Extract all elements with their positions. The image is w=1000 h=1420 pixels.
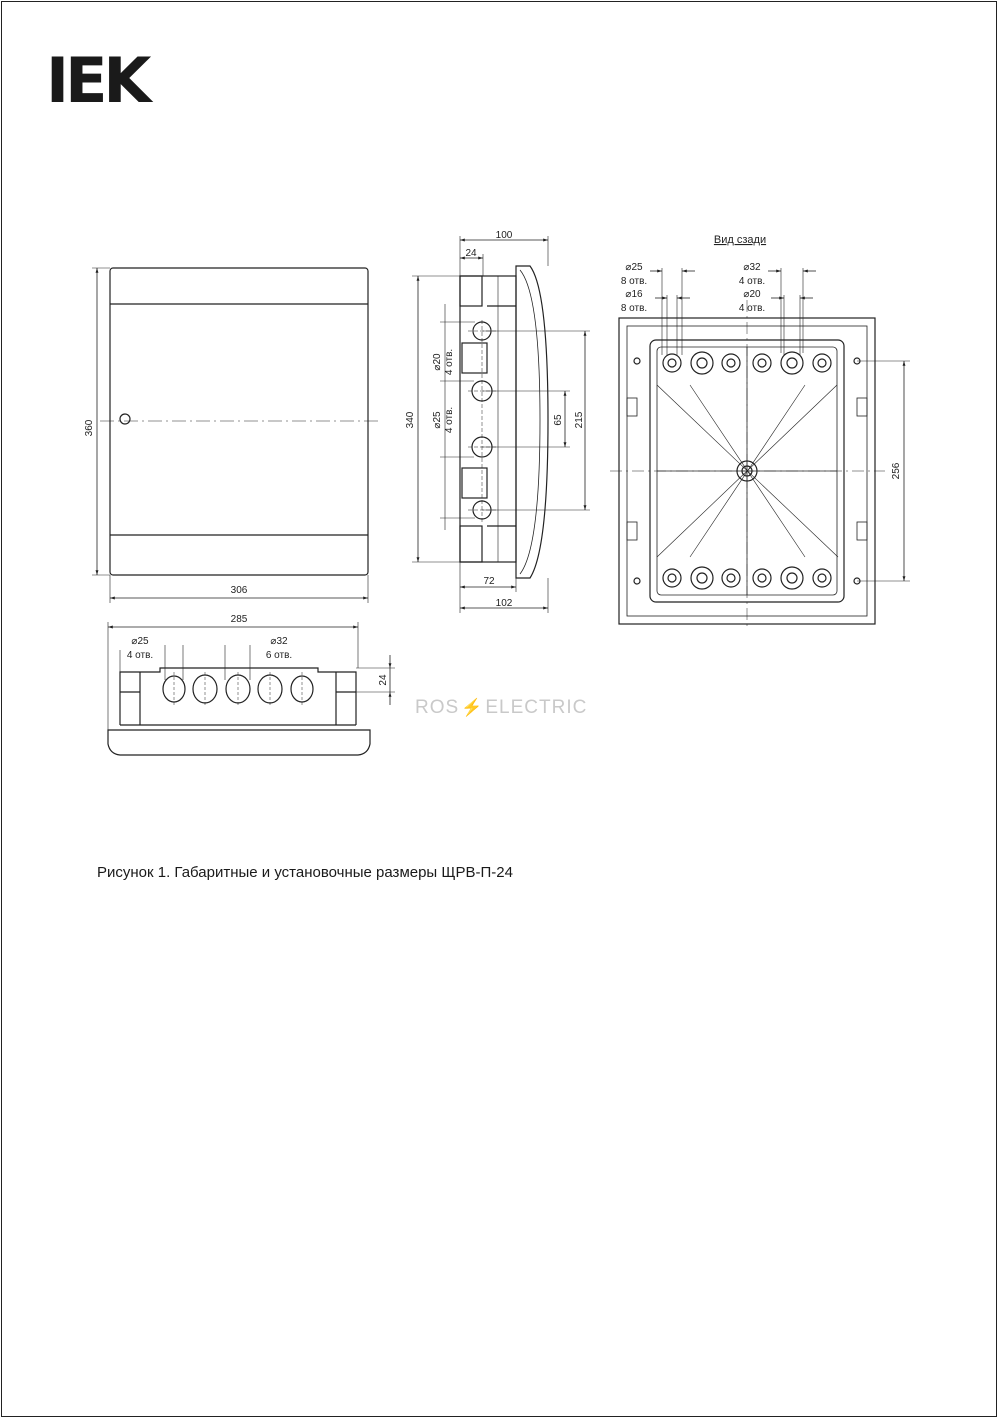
rear-hole4-label xyxy=(739,289,765,314)
watermark xyxy=(415,697,587,719)
svg-text:⌀25: ⌀25 xyxy=(625,262,643,273)
svg-text:⌀32: ⌀32 xyxy=(743,262,761,273)
figure-caption: Рисунок 1. Габаритные и установочные размеры ЩРВ-П-24 xyxy=(97,864,513,881)
svg-text:4 отв.: 4 отв. xyxy=(126,650,154,661)
svg-text:⌀20: ⌀20 xyxy=(432,353,443,371)
dim-side-65: 65 xyxy=(553,414,564,426)
iek-logo: IEK xyxy=(46,44,148,117)
svg-text:⌀25: ⌀25 xyxy=(432,411,443,429)
dim-side-depth: 100 xyxy=(495,230,513,241)
dim-side-72: 72 xyxy=(483,576,495,587)
dim-bottom-width: 285 xyxy=(230,614,248,625)
svg-text:6 отв.: 6 отв. xyxy=(265,650,293,661)
dim-side-flange: 24 xyxy=(465,248,477,259)
svg-text:4 отв.: 4 отв. xyxy=(444,406,455,434)
rear-view xyxy=(610,268,910,630)
svg-text:8 отв.: 8 отв. xyxy=(620,303,648,314)
svg-text:⌀20: ⌀20 xyxy=(743,289,761,300)
dim-side-height: 340 xyxy=(405,411,416,429)
side-hole2-label xyxy=(432,407,455,433)
rear-hole3-label xyxy=(739,262,765,287)
dim-front-height: 360 xyxy=(84,419,95,437)
svg-text:4 отв.: 4 отв. xyxy=(444,348,455,376)
dim-rear-mount: 256 xyxy=(891,462,902,480)
watermark-left: ROS xyxy=(415,697,460,718)
bottom-hole1-label xyxy=(127,636,153,661)
rear-view-title: Вид сзади xyxy=(713,234,767,246)
rear-hole1-label xyxy=(621,262,647,287)
svg-text:⌀25: ⌀25 xyxy=(131,636,149,647)
dim-bottom-depth: 24 xyxy=(378,674,389,686)
svg-text:4 отв.: 4 отв. xyxy=(738,303,766,314)
dim-side-215: 215 xyxy=(574,411,585,429)
lightning-icon: ⚡ xyxy=(461,698,484,717)
bottom-hole2-label xyxy=(266,636,292,661)
svg-text:8 отв.: 8 отв. xyxy=(620,276,648,287)
side-hole1-label xyxy=(432,349,455,375)
rear-hole2-label xyxy=(621,289,647,314)
svg-text:⌀32: ⌀32 xyxy=(270,636,288,647)
dim-front-width: 306 xyxy=(230,585,248,596)
svg-text:⌀16: ⌀16 xyxy=(625,289,643,300)
bottom-view xyxy=(108,622,395,755)
front-view xyxy=(92,268,378,603)
svg-text:4 отв.: 4 отв. xyxy=(738,276,766,287)
watermark-right: ELECTRIC xyxy=(485,697,588,718)
dim-side-102: 102 xyxy=(495,598,513,609)
